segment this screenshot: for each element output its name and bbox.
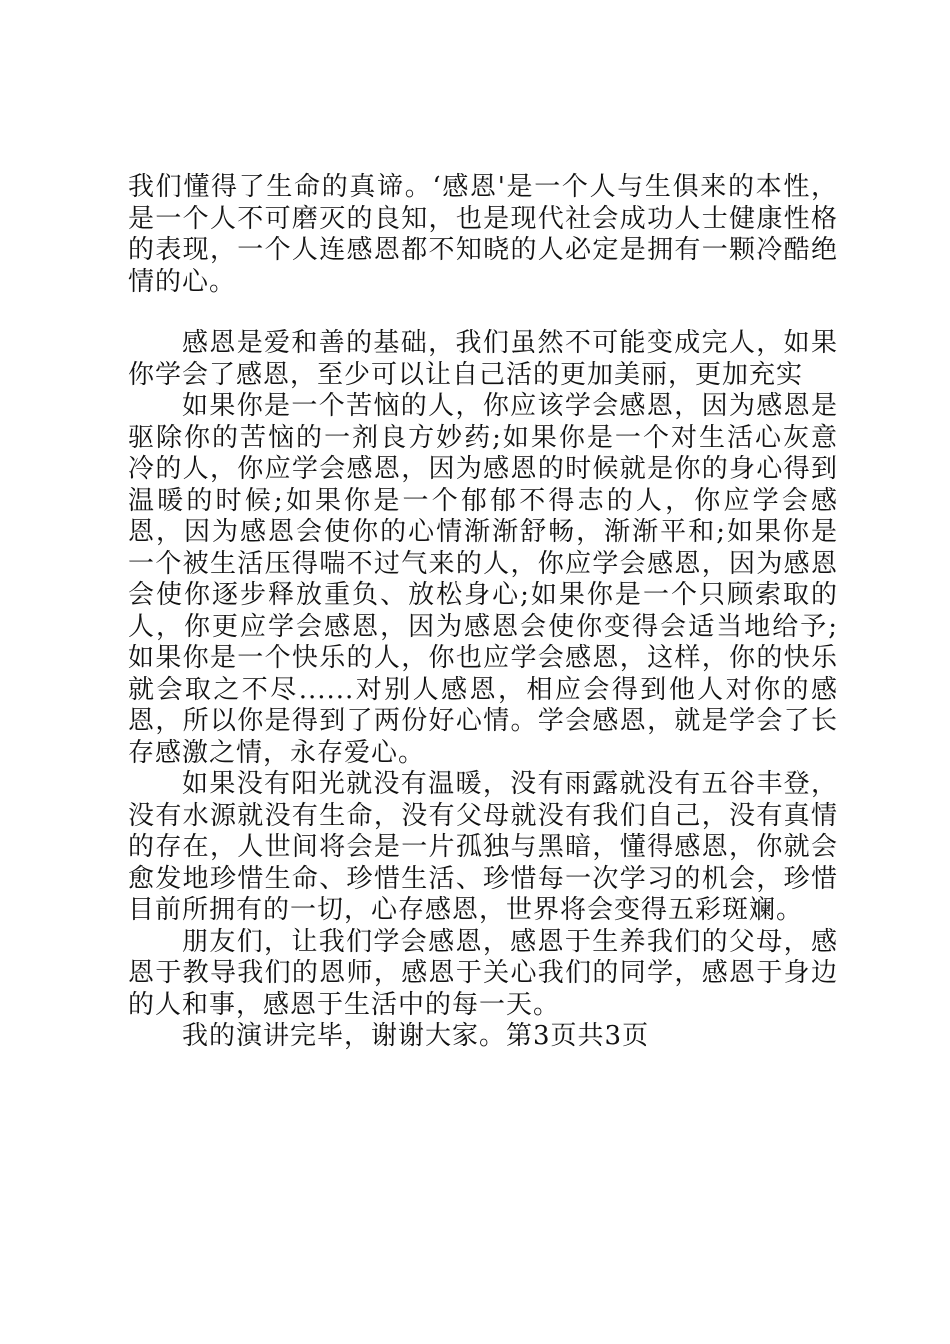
- paragraph-2: 感恩是爱和善的基础，我们虽然不可能变成完人，如果你学会了感恩，至少可以让自己活的更加美丽，更加充实: [128, 328, 838, 390]
- paragraph-5: 朋友们，让我们学会感恩，感恩于生养我们的父母，感恩于教导我们的恩师，感恩于关心我们的同学，感恩于身边的人和事，感恩于生活中的每一天。: [128, 926, 838, 1020]
- paragraph-1: 我们懂得了生命的真谛。‘感恩'是一个人与生俱来的本性，是一个人不可磨灭的良知，也是现代社会成功人士健康性格的表现，一个人连感恩都不知晓的人必定是拥有一颗冷酷绝情的心。: [128, 172, 838, 297]
- paragraph-3: 如果你是一个苦恼的人，你应该学会感恩，因为感恩是驱除你的苦恼的一剂良方妙药;如果你是一个对生活心灰意冷的人，你应学会感恩，因为感恩的时候就是你的身心得到温暖的时候;如果你是一个郁郁不得志的人，你应学会感恩，因为感恩会使你的心情渐渐舒畅，渐渐平和;如果你是一个被生活压得喘不过气来的人，你应学会感恩，因为感恩会使你逐步释放重负、放松身心;如果你是一个只顾索取的人，你更应学会感恩，因为感恩会使你变得会适当地给予;如果你是一个快乐的人，你也应学会感恩，这样，你的快乐就会取之不尽......对别人感恩，相应会得到他人对你的感恩，所以你是得到了两份好心情。学会感恩，就是学会了长存感激之情，永存爱心。: [128, 391, 838, 768]
- document-body: [128, 172, 838, 1053]
- paragraph-4: 如果没有阳光就没有温暖，没有雨露就没有五谷丰登，没有水源就没有生命，没有父母就没有我们自己，没有真情的存在，人世间将会是一片孤独与黑暗，懂得感恩，你就会愈发地珍惜生命、珍惜生活、珍惜每一次学习的机会，珍惜目前所拥有的一切，心存感恩，世界将会变得五彩斑斓。: [128, 769, 838, 925]
- paragraph-6-page-footer: 我的演讲完毕，谢谢大家。第3页共3页: [182, 1021, 650, 1051]
